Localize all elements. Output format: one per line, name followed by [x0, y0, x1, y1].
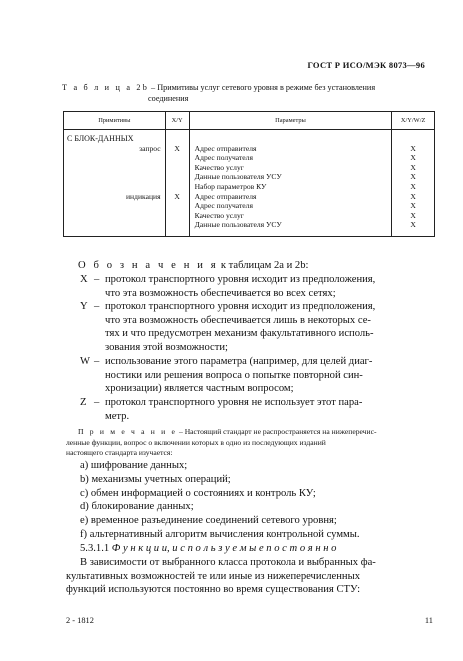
- footer-left: 2 - 1812: [66, 616, 94, 625]
- legend-line: использование этого параметра (например, для целей диаг-: [105, 356, 373, 367]
- table-caption: [62, 82, 434, 104]
- mark: X: [410, 220, 416, 230]
- legend-title: [78, 259, 450, 273]
- legend-line: хронизации) является частным вопросом;: [105, 383, 294, 395]
- list-item: c) обмен информацией о состояниях и контроль КУ;: [80, 488, 316, 499]
- legend-line: зования этой возможности;: [105, 342, 228, 354]
- legend-line: что эта возможность обеспечивается во всех сетях;: [105, 287, 336, 299]
- marks-cell: [392, 130, 435, 237]
- legend-key: X: [80, 274, 88, 285]
- mark: X: [410, 181, 416, 191]
- legend-text: [105, 396, 438, 423]
- param: Данные пользователя УСУ: [194, 172, 282, 182]
- xy-request: X: [174, 143, 180, 153]
- note-line: ленные функции, вопрос о включении которых в одно из последующих изданий: [66, 437, 326, 447]
- mark: X: [410, 153, 416, 163]
- xy-cell: [165, 130, 189, 237]
- mark: X: [410, 191, 416, 201]
- mark: X: [410, 143, 416, 153]
- param: Качество услуг: [194, 162, 244, 172]
- mark: X: [410, 172, 416, 182]
- table-caption-label: Т а б л и ц а 2b: [62, 83, 149, 92]
- legend-key: Y: [80, 301, 88, 312]
- section-number: 5.3.1.1: [80, 543, 110, 554]
- note: [66, 427, 438, 459]
- param: Набор параметров КУ: [194, 181, 267, 191]
- legend-text: [105, 300, 438, 355]
- param: Адрес отправителя: [194, 191, 257, 201]
- col-header-xy: X/Y: [165, 112, 189, 130]
- param: Качество услуг: [194, 210, 244, 220]
- primitives-cell: [64, 130, 166, 237]
- table-header-row: [64, 112, 435, 130]
- note-line: настоящего стандарта изучается:: [66, 448, 173, 458]
- mark: X: [410, 162, 416, 172]
- primitives-table: [63, 111, 435, 237]
- section-title: Ф у н к ц и и, и с п о л ь з у е м ы е п о с т о я н н о: [111, 543, 337, 554]
- param: Адрес отправителя: [194, 143, 257, 153]
- legend-line: протокол транспортного уровня исходит из предположения,: [105, 274, 376, 285]
- group-label: С БЛОК-ДАННЫХ: [67, 134, 134, 143]
- legend-line: протокол транспортного уровня исходит из предположения,: [105, 301, 376, 312]
- legend-title-label: О б о з н а ч е н и я: [78, 260, 219, 271]
- xy-indication: X: [174, 191, 180, 201]
- list-item: a) шифрование данных;: [80, 460, 188, 471]
- mark: X: [410, 210, 416, 220]
- table-body-row: [64, 130, 435, 237]
- legend-line: ностики или решения вопроса о попытке повторной син-: [105, 369, 363, 381]
- paragraph-line: культативных возможностей те или иные из нижеперечисленных: [66, 570, 360, 582]
- legend-line: метр.: [105, 410, 130, 422]
- params-cell: [189, 130, 392, 237]
- legend-title-rest: к таблицам 2a и 2b:: [218, 260, 309, 271]
- legend-text: [105, 355, 438, 396]
- paragraph-line: функций используются постоянно во время существования СТУ:: [66, 584, 361, 596]
- list-item: f) альтернативный алгоритм вычисления контрольной суммы.: [80, 529, 360, 540]
- note-label: П р и м е ч а н и е: [78, 427, 178, 436]
- legend-key: Z: [80, 397, 87, 408]
- primitive-request: запрос: [139, 143, 161, 153]
- legend-line: протокол транспортного уровня не использует этот пара-: [105, 397, 363, 408]
- page-number: 11: [424, 616, 433, 625]
- legend-key: W: [80, 356, 90, 367]
- list-item: d) блокирование данных;: [80, 501, 194, 512]
- paragraph-line: В зависимости от выбранного класса протокола и выбранных фа-: [80, 557, 376, 568]
- table-caption-text: – Примитивы услуг сетевого уровня в режиме без установления: [149, 83, 376, 92]
- param: Адрес получателя: [194, 153, 253, 163]
- note-line: – Настоящий стандарт не распространяется на нижеперечис-: [177, 427, 377, 436]
- legend-line: тях и что предусмотрен механизм факультативного исполь-: [105, 328, 374, 340]
- mark: X: [410, 201, 416, 211]
- legend-line: что эта возможность обеспечивается лишь в некоторых се-: [105, 314, 371, 326]
- list-item: b) механизмы учетных операций;: [80, 474, 231, 485]
- legend-text: [105, 273, 438, 300]
- param: Адрес получателя: [194, 201, 253, 211]
- primitive-indication: индикация: [125, 191, 161, 201]
- section-heading: [80, 542, 452, 556]
- param: Данные пользователя УСУ: [194, 220, 282, 230]
- paragraph: [66, 556, 438, 597]
- list-item: e) временное разъединение соединений сетевого уровня;: [80, 515, 337, 526]
- col-header-xywz: X/Y/W/Z: [392, 112, 435, 130]
- page-header: ГОСТ Р ИСО/МЭК 8073—96: [307, 60, 425, 70]
- table-caption-text2: соединения: [148, 94, 189, 103]
- col-header-primitives: Примитивы: [64, 112, 166, 130]
- col-header-params: Параметры: [189, 112, 392, 130]
